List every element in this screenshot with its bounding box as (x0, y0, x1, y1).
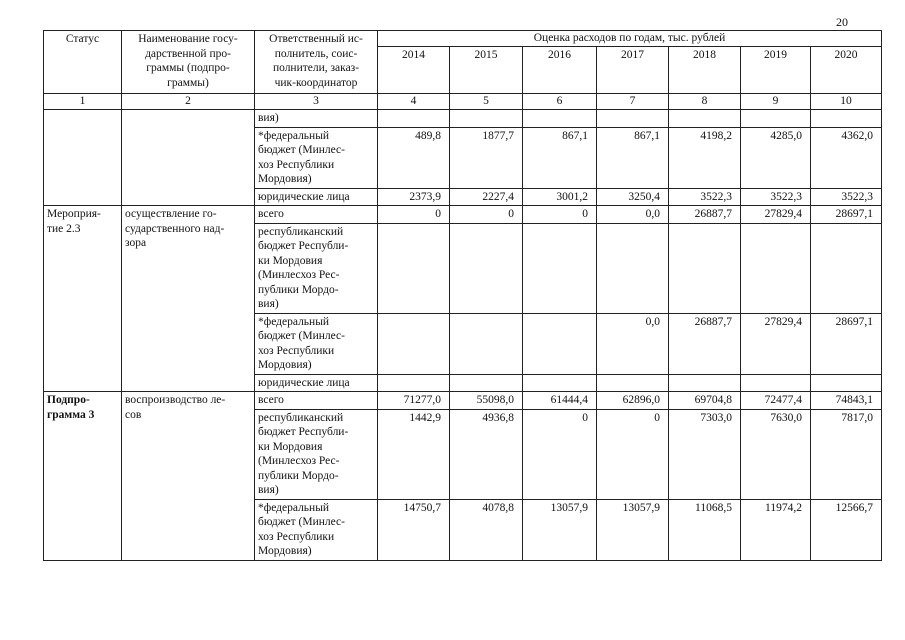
cell-line: Подпро- (47, 394, 90, 406)
executor-cell (255, 188, 378, 206)
executor-cell (255, 110, 378, 128)
cell-line: Мероприя- (47, 208, 101, 220)
value-cell: 2227,4 (450, 188, 523, 206)
value-cell (523, 110, 597, 128)
header-executor (255, 31, 378, 94)
value-cell: 7630,0 (741, 409, 811, 499)
cell-line: республиканский (258, 225, 344, 238)
value-cell (450, 374, 523, 392)
value-cell: 4362,0 (811, 127, 882, 188)
value-cell (523, 313, 597, 374)
value-cell (450, 313, 523, 374)
header-row (44, 31, 882, 47)
program-name-cell (122, 392, 255, 561)
value-cell (378, 374, 450, 392)
value-cell: 867,1 (597, 127, 669, 188)
value-cell: 7817,0 (811, 409, 882, 499)
cell-line: (Минлесхоз Рес- (258, 455, 340, 467)
header-year: 2019 (741, 47, 811, 94)
cell-line: сударственного над- (125, 222, 225, 235)
value-cell: 0 (523, 206, 597, 224)
cell-line: вия) (258, 484, 279, 496)
cell-line: бюджет (Минлес- (258, 516, 345, 528)
value-cell (811, 223, 882, 313)
column-number: 9 (741, 94, 811, 110)
cell-line: бюджет (Минлес- (258, 144, 345, 156)
header-status: Статус (44, 31, 122, 94)
column-number: 10 (811, 94, 882, 110)
executor-cell (255, 499, 378, 560)
cell-line: бюджет (Минлес- (258, 330, 345, 342)
cell-line: публики Мордо- (258, 283, 339, 296)
executor-cell (255, 313, 378, 374)
value-cell: 13057,9 (597, 499, 669, 560)
value-cell: 3001,2 (523, 188, 597, 206)
cell-line: *федеральный (258, 129, 330, 142)
value-cell: 14750,7 (378, 499, 450, 560)
executor-cell (255, 392, 378, 410)
header-year: 2017 (597, 47, 669, 94)
cell-line: вия) (258, 112, 279, 124)
status-cell (44, 206, 122, 392)
value-cell: 69704,8 (669, 392, 741, 410)
value-cell (811, 110, 882, 128)
value-cell (741, 374, 811, 392)
cell-line: зора (125, 237, 147, 249)
cell-line: вия) (258, 298, 279, 310)
value-cell (523, 223, 597, 313)
cell-line: юридические лица (258, 190, 350, 203)
value-cell: 4936,8 (450, 409, 523, 499)
value-cell: 4198,2 (669, 127, 741, 188)
value-cell: 26887,7 (669, 313, 741, 374)
value-cell (523, 374, 597, 392)
value-cell: 0 (523, 409, 597, 499)
cell-line: Наименование госу- (138, 33, 238, 45)
value-cell: 0,0 (597, 206, 669, 224)
value-cell (378, 110, 450, 128)
value-cell (741, 110, 811, 128)
cell-line: Мордовия) (258, 545, 312, 557)
cell-line: всего (258, 394, 284, 406)
value-cell: 12566,7 (811, 499, 882, 560)
value-cell: 489,8 (378, 127, 450, 188)
value-cell (669, 223, 741, 313)
value-cell: 27829,4 (741, 313, 811, 374)
status-cell (44, 392, 122, 561)
program-name-cell (122, 206, 255, 392)
value-cell (378, 223, 450, 313)
cell-line: граммы (подпро- (146, 62, 230, 74)
cell-line: осуществление го- (125, 208, 217, 220)
cell-line: чик-координатор (274, 76, 358, 89)
cell-line: Ответственный ис- (269, 33, 363, 45)
value-cell: 72477,4 (741, 392, 811, 410)
value-cell: 2373,9 (378, 188, 450, 206)
cell-line: всего (258, 208, 284, 220)
value-cell: 11974,2 (741, 499, 811, 560)
column-number: 7 (597, 94, 669, 110)
program-name-cell (122, 110, 255, 206)
value-cell (597, 223, 669, 313)
cell-line: публики Мордо- (258, 469, 339, 482)
header-year: 2015 (450, 47, 523, 94)
cell-line: воспроизводство ле- (125, 394, 226, 406)
value-cell: 0 (378, 206, 450, 224)
header-year: 2018 (669, 47, 741, 94)
table-row (44, 206, 882, 224)
value-cell: 7303,0 (669, 409, 741, 499)
executor-cell (255, 127, 378, 188)
value-cell: 1442,9 (378, 409, 450, 499)
cell-line: бюджет Республи- (258, 426, 349, 438)
column-number: 3 (255, 94, 378, 110)
cell-line: хоз Республики (258, 158, 335, 171)
value-cell: 74843,1 (811, 392, 882, 410)
column-number: 1 (44, 94, 122, 110)
cell-line: ки Мордовия (258, 254, 323, 267)
executor-cell (255, 374, 378, 392)
header-program-name (122, 31, 255, 94)
executor-cell (255, 409, 378, 499)
value-cell: 867,1 (523, 127, 597, 188)
value-cell: 4078,8 (450, 499, 523, 560)
value-cell: 3250,4 (597, 188, 669, 206)
cell-line: грамма 3 (47, 408, 95, 421)
value-cell: 3522,3 (669, 188, 741, 206)
cell-line: сов (125, 408, 142, 421)
value-cell: 62896,0 (597, 392, 669, 410)
value-cell: 28697,1 (811, 206, 882, 224)
value-cell: 0 (597, 409, 669, 499)
value-cell: 13057,9 (523, 499, 597, 560)
value-cell: 1877,7 (450, 127, 523, 188)
value-cell (669, 110, 741, 128)
page-number: 20 (836, 15, 848, 29)
budget-table (43, 30, 882, 561)
header-year: 2016 (523, 47, 597, 94)
value-cell: 55098,0 (450, 392, 523, 410)
header-year: 2014 (378, 47, 450, 94)
cell-line: бюджет Республи- (258, 240, 349, 252)
executor-cell (255, 223, 378, 313)
table-row (44, 392, 882, 410)
value-cell (669, 374, 741, 392)
cell-line: *федеральный (258, 315, 330, 328)
column-number: 8 (669, 94, 741, 110)
header-cost-title: Оценка расходов по годам, тыс. рублей (378, 31, 882, 47)
value-cell: 27829,4 (741, 206, 811, 224)
cell-line: *федеральный (258, 501, 330, 514)
column-numbers-row (44, 94, 882, 110)
value-cell: 28697,1 (811, 313, 882, 374)
cell-line: (Минлесхоз Рес- (258, 269, 340, 281)
cell-line: тие 2.3 (47, 222, 81, 235)
cell-line: полнитель, соис- (274, 47, 358, 60)
value-cell: 11068,5 (669, 499, 741, 560)
executor-cell (255, 206, 378, 224)
value-cell: 3522,3 (811, 188, 882, 206)
value-cell (378, 313, 450, 374)
cell-line: хоз Республики (258, 530, 335, 543)
value-cell (450, 110, 523, 128)
table-row (44, 110, 882, 128)
cell-line: ки Мордовия (258, 440, 323, 453)
value-cell (741, 223, 811, 313)
status-cell (44, 110, 122, 206)
cell-line: хоз Республики (258, 344, 335, 357)
value-cell (450, 223, 523, 313)
cell-line: юридические лица (258, 376, 350, 389)
value-cell: 71277,0 (378, 392, 450, 410)
cell-line: дарственной про- (145, 47, 231, 60)
column-number: 2 (122, 94, 255, 110)
header-year: 2020 (811, 47, 882, 94)
column-number: 6 (523, 94, 597, 110)
value-cell (597, 110, 669, 128)
cell-line: полнители, заказ- (272, 62, 360, 74)
value-cell: 4285,0 (741, 127, 811, 188)
value-cell: 26887,7 (669, 206, 741, 224)
value-cell: 0,0 (597, 313, 669, 374)
value-cell: 61444,4 (523, 392, 597, 410)
value-cell: 3522,3 (741, 188, 811, 206)
cell-line: республиканский (258, 411, 344, 424)
column-number: 5 (450, 94, 523, 110)
cell-line: Мордовия) (258, 359, 312, 371)
cell-line: граммы) (167, 76, 209, 89)
column-number: 4 (378, 94, 450, 110)
value-cell: 0 (450, 206, 523, 224)
value-cell (811, 374, 882, 392)
value-cell (597, 374, 669, 392)
cell-line: Мордовия) (258, 173, 312, 185)
